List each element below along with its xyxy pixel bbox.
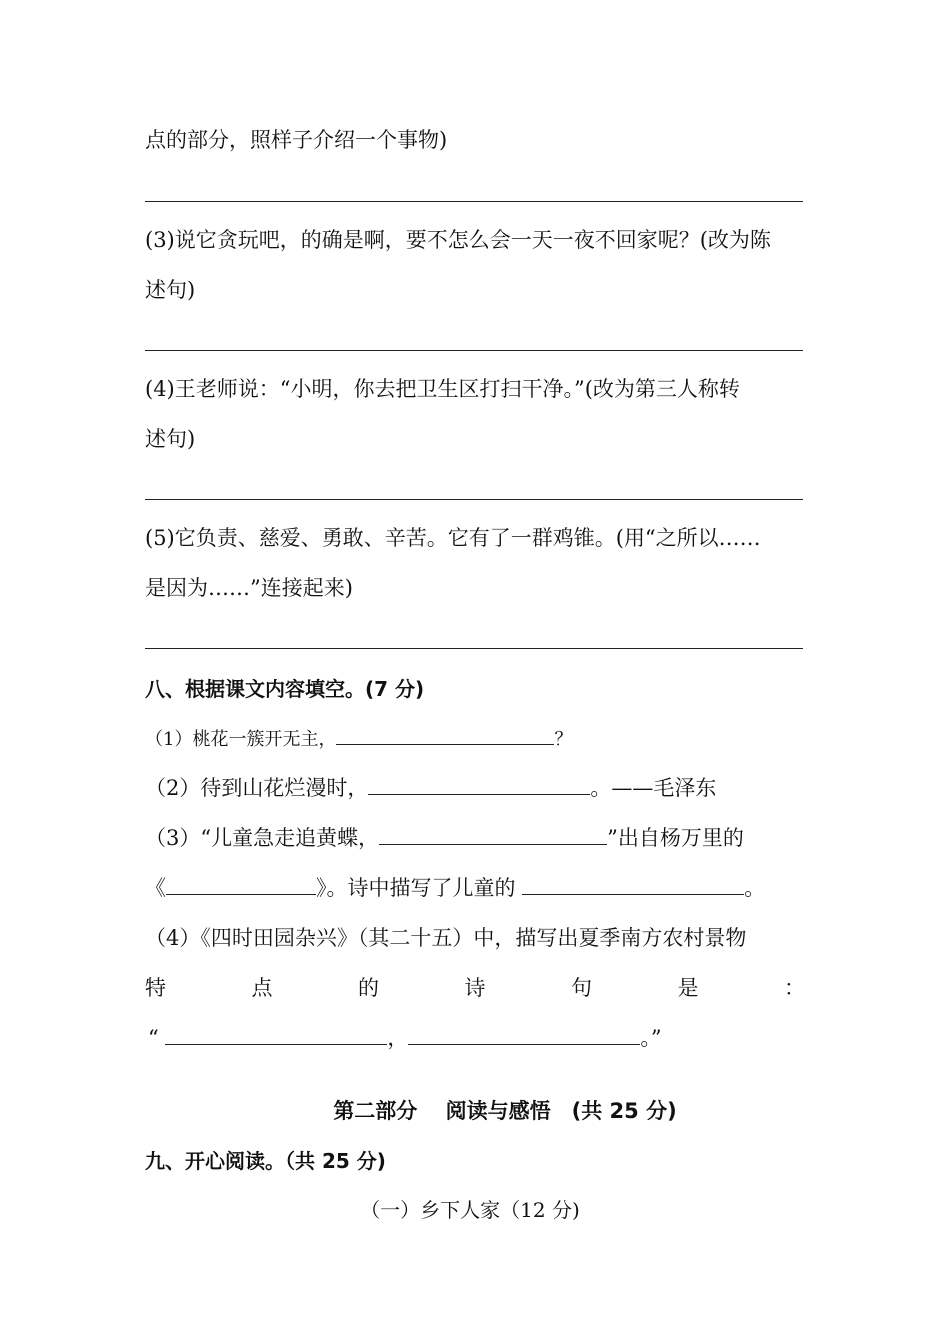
q8-item3-desc-blank[interactable] xyxy=(522,876,744,895)
answer-line-3 xyxy=(145,350,803,351)
answer-line-5 xyxy=(145,648,803,649)
q8-item1-suffix: ？ xyxy=(554,729,573,750)
q7-item3-line1: (3)说它贪玩吧，的确是啊，要不怎么会一天一夜不回家呢？(改为陈 xyxy=(145,228,771,252)
q8-item4-comma: ， xyxy=(387,1026,409,1050)
spread-char: 特 xyxy=(145,976,166,1000)
spread-char: 点 xyxy=(251,976,273,1000)
q8-item2-suffix: 。——毛泽东 xyxy=(590,776,717,800)
q8-item3-continued xyxy=(145,874,765,902)
spread-char: 是 xyxy=(677,976,699,1000)
q8-item3-title-blank[interactable] xyxy=(166,876,316,895)
q8-item3b-open: 《 xyxy=(145,876,166,900)
q8-item3-prefix: （3）“儿童急走追黄蝶， xyxy=(145,826,380,850)
q8-item4-spread-line xyxy=(145,974,805,1002)
q7-item3-line2: 述句) xyxy=(145,278,196,302)
q8-item2 xyxy=(145,774,716,802)
q8-item3-blank[interactable] xyxy=(379,826,607,845)
q8-item3b-mid: 》。诗中描写了儿童的 xyxy=(316,876,523,900)
q8-item4-open-quote: “ xyxy=(148,1026,166,1050)
q8-item4-blank1[interactable] xyxy=(165,1026,387,1045)
q8-item3b-end: 。 xyxy=(744,876,766,900)
q8-item1 xyxy=(145,726,572,754)
q8-item4-blank2[interactable] xyxy=(408,1026,640,1045)
q8-item1-prefix: （1）桃花一簇开无主， xyxy=(145,729,337,750)
q7-continuation-text: 点的部分，照样子介绍一个事物) xyxy=(145,128,448,152)
q7-item4-line1: (4)王老师说：“小明，你去把卫生区打扫干净。”(改为第三人称转 xyxy=(145,377,740,401)
q8-item4-answer-line xyxy=(148,1024,662,1052)
q8-item4-close-quote: 。” xyxy=(640,1026,662,1050)
q7-item5-line2: 是因为……”连接起来) xyxy=(145,576,353,600)
q9-heading: 九、开心阅读。（共 25 分) xyxy=(145,1149,386,1173)
q7-item4-line2: 述句) xyxy=(145,427,196,451)
q8-item4-line1: （4）《四时田园杂兴》（其二十五）中，描写出夏季南方农村景物 xyxy=(145,926,747,950)
answer-line-4 xyxy=(145,499,803,500)
spread-char: 的 xyxy=(358,976,379,1000)
q8-item2-blank[interactable] xyxy=(368,776,590,795)
spread-char: 诗 xyxy=(464,976,486,1000)
part2-title: 第二部分 阅读与感悟 (共 25 分) xyxy=(333,1099,677,1123)
passage-title: （一）乡下人家（12 分) xyxy=(360,1198,580,1222)
answer-line-2 xyxy=(145,201,803,202)
q8-item2-prefix: （2）待到山花烂漫时， xyxy=(145,776,369,800)
q8-item1-blank[interactable] xyxy=(336,726,554,745)
spread-char: 句 xyxy=(571,976,592,1000)
q7-item5-line1: (5)它负责、慈爱、勇敢、辛苦。它有了一群鸡锥。(用“之所以…… xyxy=(145,526,761,550)
q8-item3 xyxy=(145,824,744,852)
q8-heading: 八、根据课文内容填空。(7 分) xyxy=(145,677,425,701)
spread-char: ： xyxy=(784,976,805,1000)
q8-item3-suffix: ”出自杨万里的 xyxy=(607,826,744,850)
